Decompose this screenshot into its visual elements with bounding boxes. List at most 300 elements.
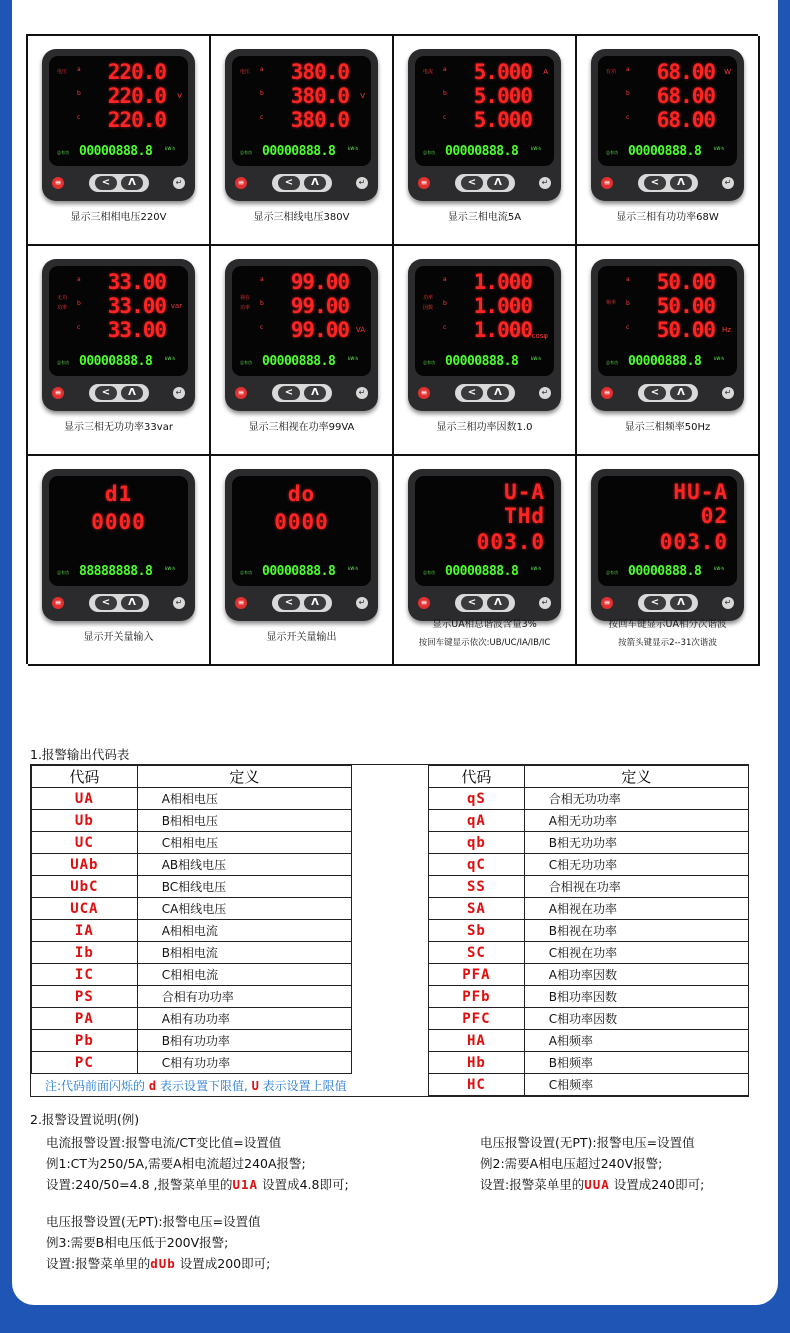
power-meter <box>591 259 744 411</box>
example-current <box>46 1132 349 1195</box>
energy-label: 总有功 <box>57 360 69 365</box>
alarm-definition: B相功率因数 <box>524 986 748 1008</box>
meter-caption-sub: 按箭头键显示2--31次谐波 <box>618 638 717 648</box>
energy-label: 总有功 <box>423 150 435 155</box>
display-line: 02 <box>700 504 728 528</box>
unit-label: W <box>724 68 731 76</box>
meter-screen <box>49 266 188 376</box>
alarm-code: qb <box>429 832 525 854</box>
display-line: U-A <box>504 480 545 504</box>
phase-label: c <box>626 324 630 331</box>
display-line: do <box>287 482 316 506</box>
display-line: 0000 <box>91 510 146 534</box>
code-table-right <box>428 765 749 1096</box>
energy-reading: 00000888.8 <box>79 144 153 159</box>
meter-cell <box>577 456 760 666</box>
meter-buttons <box>42 172 195 194</box>
alarm-code: SS <box>429 876 525 898</box>
reading-row-1: 68.00 <box>656 60 715 84</box>
example-text: 设置:报警菜单里的 <box>46 1256 151 1271</box>
meter-label: 视在 <box>240 295 251 301</box>
meter-label: 无功 <box>57 295 68 301</box>
example-code: dUb <box>150 1256 176 1271</box>
alarm-definition: B相频率 <box>524 1052 748 1074</box>
reading-row-2: 220.0 <box>107 84 166 108</box>
meter-screen <box>415 476 554 586</box>
power-meter <box>42 259 195 411</box>
alarm-code: Hb <box>429 1052 525 1074</box>
table-row <box>429 920 749 942</box>
energy-reading: 00000888.8 <box>262 354 336 369</box>
energy-reading: 00000888.8 <box>628 144 702 159</box>
alarm-code: PFb <box>429 986 525 1008</box>
alarm-code: UCA <box>32 898 138 920</box>
meter-buttons <box>225 382 378 404</box>
up-arrow-button[interactable]: Λ <box>121 176 143 190</box>
alarm-definition: 合相视在功率 <box>524 876 748 898</box>
energy-label: 总有功 <box>240 360 252 365</box>
table-row <box>429 1030 749 1052</box>
meter-label: 电压 <box>240 69 251 75</box>
alarm-definition: A相视在功率 <box>524 898 748 920</box>
power-meter <box>408 259 561 411</box>
left-arrow-button[interactable]: < <box>644 596 666 610</box>
meter-cell <box>28 36 211 246</box>
menu-button[interactable]: ≡ <box>235 597 247 609</box>
alarm-definition: A相相电流 <box>137 920 351 942</box>
energy-label: 总有功 <box>57 570 69 575</box>
arrow-pad <box>272 174 332 192</box>
alarm-code: Pb <box>32 1030 138 1052</box>
enter-button[interactable]: ↵ <box>539 387 551 399</box>
meter-buttons <box>42 592 195 614</box>
energy-unit: kW·h <box>714 146 725 151</box>
phase-label: a <box>443 276 447 283</box>
meter-label: 功率 <box>240 305 251 311</box>
table-row <box>429 964 749 986</box>
alarm-code: HC <box>429 1074 525 1096</box>
left-arrow-button[interactable]: < <box>461 386 483 400</box>
meter-cell <box>211 36 394 246</box>
alarm-code: PC <box>32 1052 138 1074</box>
example-text: 设置成200即可; <box>179 1256 271 1271</box>
alarm-code: Sb <box>429 920 525 942</box>
menu-button[interactable]: ≡ <box>418 597 430 609</box>
energy-unit: kW·h <box>165 566 176 571</box>
energy-reading: 00000888.8 <box>445 144 519 159</box>
meter-caption-sub: 按回车键显示依次:UB/UC/IA/IB/IC <box>418 638 551 648</box>
left-arrow-button[interactable]: < <box>461 596 483 610</box>
note-text: 表示设置下限值, <box>159 1079 248 1093</box>
energy-unit: kW·h <box>165 146 176 151</box>
phase-label: b <box>77 300 81 307</box>
note-text: 表示设置上限值 <box>262 1079 347 1093</box>
phase-label: c <box>77 114 81 121</box>
phase-label: c <box>626 114 630 121</box>
alarm-definition: C相频率 <box>524 1074 748 1096</box>
example-text: 设置:报警菜单里的 <box>480 1177 585 1192</box>
phase-label: c <box>443 114 447 121</box>
alarm-definition: A相频率 <box>524 1030 748 1052</box>
reading-row-3: 220.0 <box>107 108 166 132</box>
table-row <box>32 1008 352 1030</box>
up-arrow-button[interactable]: Λ <box>670 176 692 190</box>
meter-buttons <box>225 592 378 614</box>
example-line: 电压报警设置(无PT):报警电压=设置值 <box>46 1214 261 1229</box>
meter-screen <box>415 56 554 166</box>
reading-row-2: 380.0 <box>290 84 349 108</box>
alarm-code: UbC <box>32 876 138 898</box>
menu-button[interactable]: ≡ <box>601 387 613 399</box>
reading-row-1: 50.00 <box>656 270 715 294</box>
left-arrow-button[interactable]: < <box>278 176 300 190</box>
example-line: 例3:需要B相电压低于200V报警; <box>46 1235 229 1250</box>
menu-button[interactable]: ≡ <box>52 387 64 399</box>
meter-cell <box>28 246 211 456</box>
power-meter <box>42 469 195 621</box>
energy-label: 总有功 <box>606 360 618 365</box>
phase-label: a <box>260 66 264 73</box>
phase-label: b <box>260 300 264 307</box>
left-arrow-button[interactable]: < <box>95 596 117 610</box>
energy-label: 总有功 <box>57 150 69 155</box>
alarm-code-table <box>30 764 749 1097</box>
enter-button[interactable]: ↵ <box>539 597 551 609</box>
example-line: 电压报警设置(无PT):报警电压=设置值 <box>480 1135 695 1150</box>
phase-label: a <box>443 66 447 73</box>
table-row <box>429 854 749 876</box>
arrow-pad <box>638 384 698 402</box>
alarm-code: PFC <box>429 1008 525 1030</box>
power-meter <box>591 469 744 621</box>
meter-caption: 显示三相无功功率33var <box>64 422 173 433</box>
meter-cell <box>577 246 760 456</box>
energy-unit: kW·h <box>531 356 542 361</box>
meter-caption: 按回车键显示UA相分次谐波 <box>608 619 727 630</box>
alarm-definition: C相视在功率 <box>524 942 748 964</box>
unit-label: V <box>177 92 182 100</box>
menu-button[interactable]: ≡ <box>601 177 613 189</box>
reading-row-3: 99.00 <box>290 318 349 342</box>
reading-row-2: 1.000 <box>473 294 532 318</box>
meter-caption: 显示三相电流5A <box>447 212 522 223</box>
example-line <box>46 1174 349 1195</box>
table-row <box>429 898 749 920</box>
reading-row-2: 68.00 <box>656 84 715 108</box>
table-row <box>32 876 352 898</box>
meter-buttons <box>591 592 744 614</box>
reading-row-3: 68.00 <box>656 108 715 132</box>
meter-caption: 显示UA相总谐波含量3% <box>432 619 537 630</box>
meter-label: 频率 <box>606 300 617 306</box>
power-meter <box>591 49 744 201</box>
arrow-pad <box>89 594 149 612</box>
table-row <box>429 1074 749 1096</box>
col-header-code: 代码 <box>32 766 138 788</box>
example-text: 设置成4.8即可; <box>262 1177 349 1192</box>
left-arrow-button[interactable]: < <box>95 386 117 400</box>
unit-label: A <box>543 68 548 76</box>
meter-label: 有功 <box>606 69 617 75</box>
energy-reading: 00000888.8 <box>262 564 336 579</box>
left-arrow-button[interactable]: < <box>644 386 666 400</box>
alarm-code: HA <box>429 1030 525 1052</box>
table-row <box>32 986 352 1008</box>
table-row <box>429 1052 749 1074</box>
meter-buttons <box>591 172 744 194</box>
example-code: U1A <box>232 1177 259 1192</box>
reading-row-2: 50.00 <box>656 294 715 318</box>
menu-button[interactable]: ≡ <box>52 597 64 609</box>
table-row <box>429 788 749 810</box>
phase-label: b <box>443 300 447 307</box>
reading-row-3: 380.0 <box>290 108 349 132</box>
arrow-pad <box>89 384 149 402</box>
reading-row-1: 220.0 <box>107 60 166 84</box>
alarm-definition: B相相电流 <box>137 942 351 964</box>
alarm-definition: A相相电压 <box>137 788 351 810</box>
code-table-left <box>31 765 352 1074</box>
meter-screen <box>232 266 371 376</box>
energy-unit: kW·h <box>714 566 725 571</box>
meter-buttons <box>408 592 561 614</box>
enter-button[interactable]: ↵ <box>173 597 185 609</box>
table-row <box>32 810 352 832</box>
alarm-code: IC <box>32 964 138 986</box>
display-line: 003.0 <box>476 530 545 554</box>
meter-screen <box>232 476 371 586</box>
unit-label: V <box>360 92 365 100</box>
energy-label: 总有功 <box>240 570 252 575</box>
energy-reading: 00000888.8 <box>445 564 519 579</box>
phase-label: b <box>443 90 447 97</box>
enter-button[interactable]: ↵ <box>173 387 185 399</box>
display-line: d1 <box>104 482 133 506</box>
arrow-pad <box>272 594 332 612</box>
meter-screen <box>232 56 371 166</box>
table-row <box>429 942 749 964</box>
alarm-definition: A相有功功率 <box>137 1008 351 1030</box>
up-arrow-button[interactable]: Λ <box>487 386 509 400</box>
note-code-d: d <box>148 1079 157 1093</box>
table-row <box>32 942 352 964</box>
menu-button[interactable]: ≡ <box>235 177 247 189</box>
meter-cell <box>211 246 394 456</box>
meter-grid <box>26 34 758 664</box>
example-line: 电流报警设置:报警电流/CT变比值=设置值 <box>46 1135 282 1150</box>
alarm-definition: A相功率因数 <box>524 964 748 986</box>
menu-button[interactable]: ≡ <box>52 177 64 189</box>
enter-button[interactable]: ↵ <box>722 387 734 399</box>
energy-reading: 00000888.8 <box>445 354 519 369</box>
alarm-definition: B相无功功率 <box>524 832 748 854</box>
reading-row-2: 33.00 <box>107 294 166 318</box>
enter-button[interactable]: ↵ <box>356 597 368 609</box>
left-arrow-button[interactable]: < <box>278 386 300 400</box>
alarm-definition: C相相电流 <box>137 964 351 986</box>
reading-row-2: 5.000 <box>473 84 532 108</box>
reading-row-2: 99.00 <box>290 294 349 318</box>
meter-cell <box>394 36 577 246</box>
example-line <box>480 1174 704 1195</box>
alarm-definition: B相有功功率 <box>137 1030 351 1052</box>
table-row <box>32 1052 352 1074</box>
energy-reading: 00000888.8 <box>628 354 702 369</box>
alarm-code: IA <box>32 920 138 942</box>
arrow-pad <box>272 384 332 402</box>
up-arrow-button[interactable]: Λ <box>121 596 143 610</box>
phase-label: a <box>260 276 264 283</box>
meter-caption: 显示开关量输出 <box>266 632 337 643</box>
energy-label: 总有功 <box>240 150 252 155</box>
alarm-code: PA <box>32 1008 138 1030</box>
up-arrow-button[interactable]: Λ <box>304 386 326 400</box>
meter-cell <box>394 246 577 456</box>
meter-cell <box>211 456 394 666</box>
table-row <box>32 964 352 986</box>
up-arrow-button[interactable]: Λ <box>304 176 326 190</box>
alarm-definition: C相功率因数 <box>524 1008 748 1030</box>
display-line: 003.0 <box>659 530 728 554</box>
phase-label: c <box>77 324 81 331</box>
energy-unit: kW·h <box>165 356 176 361</box>
table-row <box>429 810 749 832</box>
unit-label: VA <box>355 326 365 334</box>
arrow-pad <box>455 174 515 192</box>
reading-row-1: 1.000 <box>473 270 532 294</box>
alarm-code: Ib <box>32 942 138 964</box>
up-arrow-button[interactable]: Λ <box>487 176 509 190</box>
display-line: THd <box>504 504 545 528</box>
alarm-definition: B相相电压 <box>137 810 351 832</box>
alarm-definition: B相视在功率 <box>524 920 748 942</box>
arrow-pad <box>638 174 698 192</box>
reading-row-1: 5.000 <box>473 60 532 84</box>
energy-label: 总有功 <box>606 570 618 575</box>
table-row <box>32 832 352 854</box>
example-voltage-low <box>46 1211 270 1274</box>
reading-row-1: 380.0 <box>290 60 349 84</box>
meter-label: 功率 <box>423 295 434 301</box>
arrow-pad <box>455 594 515 612</box>
up-arrow-button[interactable]: Λ <box>487 596 509 610</box>
energy-unit: kW·h <box>348 146 359 151</box>
meter-cell <box>577 36 760 246</box>
energy-unit: kW·h <box>714 356 725 361</box>
alarm-definition: A相无功功率 <box>524 810 748 832</box>
energy-label: 总有功 <box>423 570 435 575</box>
col-header-def: 定义 <box>137 766 351 788</box>
menu-button[interactable]: ≡ <box>418 387 430 399</box>
up-arrow-button[interactable]: Λ <box>304 596 326 610</box>
energy-reading: 88888888.8 <box>79 564 153 579</box>
phase-label: a <box>626 276 630 283</box>
meter-caption: 显示开关量输入 <box>83 632 154 643</box>
energy-label: 总有功 <box>423 360 435 365</box>
energy-reading: 00000888.8 <box>262 144 336 159</box>
meter-screen <box>598 476 737 586</box>
alarm-code: SA <box>429 898 525 920</box>
phase-label: b <box>77 90 81 97</box>
alarm-code: UA <box>32 788 138 810</box>
phase-label: b <box>626 90 630 97</box>
meter-caption: 显示三相线电压380V <box>253 212 350 223</box>
phase-label: a <box>626 66 630 73</box>
alarm-code: UC <box>32 832 138 854</box>
note-text: 注:代码前面闪烁的 <box>45 1079 146 1093</box>
alarm-definition: 合相无功功率 <box>524 788 748 810</box>
meter-cell <box>28 456 211 666</box>
enter-button[interactable]: ↵ <box>173 177 185 189</box>
power-meter <box>225 469 378 621</box>
menu-button[interactable]: ≡ <box>235 387 247 399</box>
table-row <box>429 832 749 854</box>
alarm-code: PFA <box>429 964 525 986</box>
power-meter <box>42 49 195 201</box>
energy-label: 总有功 <box>606 150 618 155</box>
enter-button[interactable]: ↵ <box>722 597 734 609</box>
energy-unit: kW·h <box>531 566 542 571</box>
enter-button[interactable]: ↵ <box>356 177 368 189</box>
left-arrow-button[interactable]: < <box>95 176 117 190</box>
left-arrow-button[interactable]: < <box>461 176 483 190</box>
table-row <box>32 854 352 876</box>
meter-caption: 显示三相频率50Hz <box>624 422 711 433</box>
energy-unit: kW·h <box>348 356 359 361</box>
enter-button[interactable]: ↵ <box>722 177 734 189</box>
phase-label: c <box>260 324 264 331</box>
up-arrow-button[interactable]: Λ <box>121 386 143 400</box>
enter-button[interactable]: ↵ <box>539 177 551 189</box>
meter-label: 电压 <box>57 69 68 75</box>
menu-button[interactable]: ≡ <box>418 177 430 189</box>
power-meter <box>408 49 561 201</box>
alarm-definition: CA相线电压 <box>137 898 351 920</box>
up-arrow-button[interactable]: Λ <box>670 596 692 610</box>
up-arrow-button[interactable]: Λ <box>670 386 692 400</box>
alarm-code: SC <box>429 942 525 964</box>
left-arrow-button[interactable]: < <box>644 176 666 190</box>
example-text: 设置成240即可; <box>613 1177 705 1192</box>
display-line: HU-A <box>673 480 728 504</box>
meter-caption: 显示三相功率因数1.0 <box>436 422 533 433</box>
alarm-definition: AB相线电压 <box>137 854 351 876</box>
power-meter <box>408 469 561 621</box>
alarm-code: PS <box>32 986 138 1008</box>
section1-title: 1.报警输出代码表 <box>30 747 130 762</box>
alarm-code: qC <box>429 854 525 876</box>
alarm-code: Ub <box>32 810 138 832</box>
meter-screen <box>598 266 737 376</box>
left-arrow-button[interactable]: < <box>278 596 300 610</box>
meter-caption: 显示三相相电压220V <box>70 212 167 223</box>
phase-label: b <box>626 300 630 307</box>
menu-button[interactable]: ≡ <box>601 597 613 609</box>
power-meter <box>225 259 378 411</box>
meter-screen <box>49 56 188 166</box>
table-row <box>429 1008 749 1030</box>
phase-label: c <box>443 324 447 331</box>
table-row <box>429 986 749 1008</box>
example-line <box>46 1253 270 1274</box>
meter-buttons <box>591 382 744 404</box>
col-header-code: 代码 <box>429 766 525 788</box>
note-code-u: U <box>251 1079 259 1093</box>
enter-button[interactable]: ↵ <box>356 387 368 399</box>
meter-label: 电流 <box>423 69 434 75</box>
phase-label: a <box>77 66 81 73</box>
table-row <box>429 876 749 898</box>
